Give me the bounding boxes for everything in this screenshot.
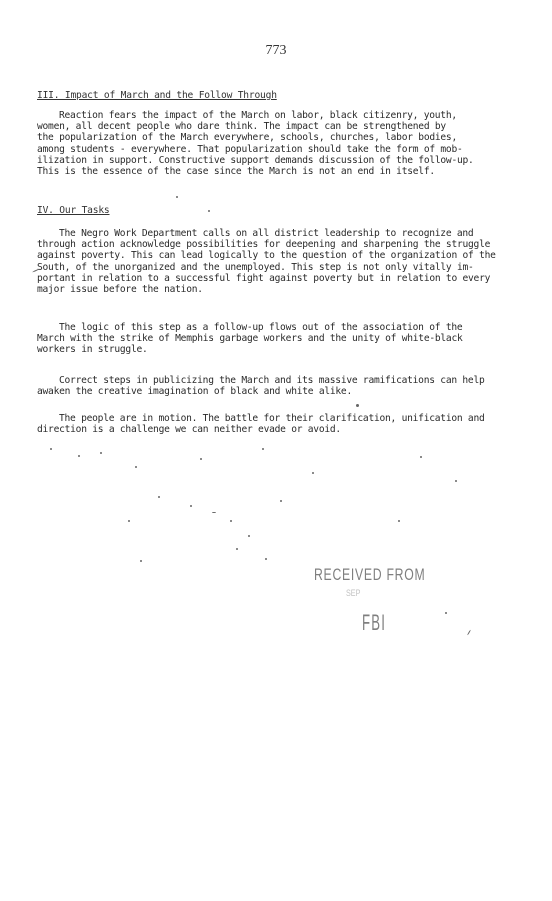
section-4-heading: IV. Our Tasks	[37, 205, 110, 216]
text-line: major issue before the nation.	[37, 284, 203, 296]
section-4-paragraph-4	[37, 413, 507, 435]
text-line: March with the strike of Memphis garbage workers and the unity of white-black	[37, 333, 463, 345]
scan-speck	[190, 505, 192, 507]
scan-speck	[100, 452, 102, 454]
page-number: 773	[265, 43, 287, 58]
text-line: awaken the creative imagination of black and white alike.	[37, 386, 352, 398]
text-line: the popularization of the March everywhere, schools, churches, labor bodies,	[37, 132, 457, 144]
scan-speck	[280, 500, 282, 502]
scan-speck	[135, 466, 137, 468]
scan-speck	[312, 472, 314, 474]
scan-speck	[140, 560, 142, 562]
stamp-date: SEP	[346, 588, 361, 598]
text-line: ilization in support. Constructive support demands discussion of the follow-up.	[37, 154, 474, 166]
scan-speck	[212, 512, 216, 513]
text-line: The Negro Work Department calls on all district leadership to recognize and	[59, 228, 474, 239]
section-4-paragraph-3	[37, 375, 507, 397]
scan-speck	[230, 520, 232, 522]
text-line: workers in struggle.	[37, 344, 148, 356]
scan-speck	[398, 520, 400, 522]
text-line: portant in relation to a successful fight against poverty but in relation to every	[37, 272, 491, 284]
scan-speck	[265, 558, 267, 560]
scan-speck	[356, 404, 359, 407]
section-4-paragraph-2	[37, 322, 507, 356]
received-stamp: RECEIVED FROM	[314, 565, 426, 584]
scan-speck	[455, 480, 457, 482]
text-line: This is the essence of the case since the March is not an end in itself.	[37, 166, 435, 178]
scan-speck	[445, 612, 447, 614]
fbi-stamp: FBI	[362, 610, 387, 635]
text-line: direction is a challenge we can neither evade or avoid.	[37, 424, 341, 436]
scan-speck	[420, 456, 422, 458]
text-line: women, all decent people who dare think. The impact can be strengthened by	[37, 121, 446, 133]
scan-speck	[262, 448, 264, 450]
scan-speck	[158, 496, 160, 498]
scan-speck	[248, 535, 250, 537]
text-line: against poverty. This can lead logically to the question of the organization of the	[37, 250, 496, 262]
scan-speck	[78, 455, 80, 457]
text-line: South, of the unorganized and the unemployed. This step is not only vitally im-	[37, 261, 474, 273]
scan-speck	[467, 630, 471, 636]
scan-speck	[176, 196, 178, 198]
scan-speck	[50, 448, 52, 450]
text-line: Reaction fears the impact of the March on labor, black citizenry, youth,	[59, 110, 457, 121]
section-4-paragraph-1	[37, 228, 507, 295]
scan-speck	[236, 548, 238, 550]
section-3-heading: III. Impact of March and the Follow Through	[37, 90, 277, 101]
scan-speck	[208, 210, 210, 212]
text-line: The logic of this step as a follow-up flows out of the association of the	[59, 322, 463, 333]
text-line: among students - everywhere. That popularization should take the form of mob-	[37, 143, 463, 155]
section-3-paragraph	[37, 110, 507, 177]
scan-speck	[200, 458, 202, 460]
text-line: through action acknowledge possibilities for deepening and sharpening the struggle	[37, 239, 491, 251]
text-line: The people are in motion. The battle for their clarification, unification and	[59, 413, 485, 424]
scan-speck	[128, 520, 130, 522]
text-line: Correct steps in publicizing the March and its massive ramifications can help	[59, 375, 485, 386]
